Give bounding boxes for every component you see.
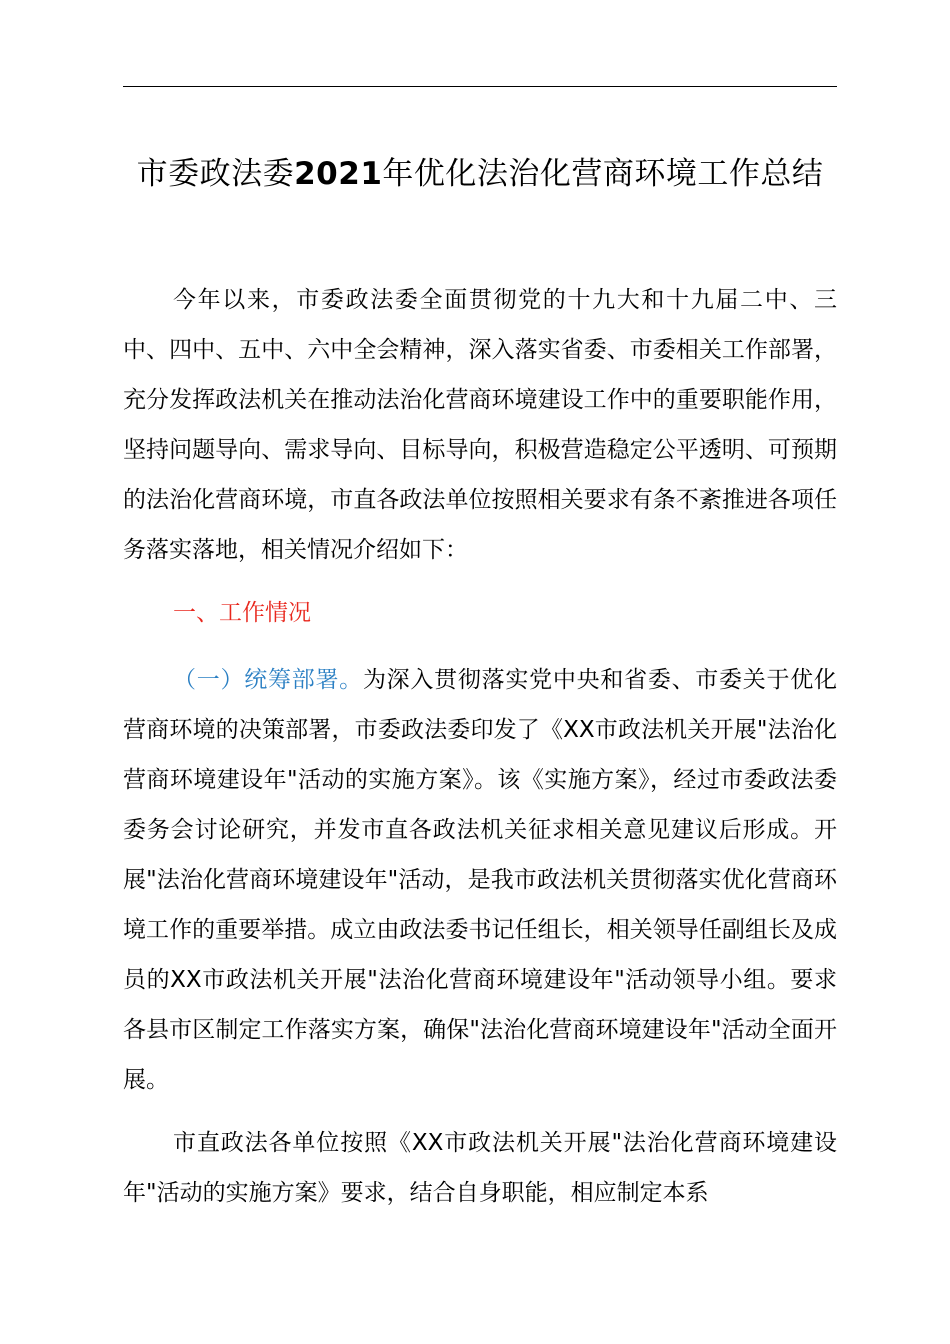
intro-paragraph: 今年以来，市委政法委全面贯彻党的十九大和十九届二中、三中、四中、五中、六中全会精神，深入落实省委、市委相关工作部署，充分发挥政法机关在推动法治化营商环境建设工作中的重要职能作用，坚持问题导向、需求导向、目标导向，积极营造稳定公平透明、可预期的法治化营商环境，市直各政法单位按照相关要求有条不紊推进各项任务落实落地，相关情况介绍如下： — [123, 287, 837, 563]
subsection-body-coordination: 为深入贯彻落实党中央和省委、市委关于优化营商环境的决策部署，市委政法委印发了《XX市政法机关开展"法治化营商环境建设年"活动的实施方案》。该《实施方案》，经过市委政法委委务会讨论研究，并发市直各政法机关征求相关意见建议后形成。开展"法治化营商环境建设年"活动，是我市政法机关贯彻落实优化营商环境工作的重要举措。成立由政法委书记任组长，相关领导任副组长及成员的XX市政法机关开展"法治化营商环境建设年"活动领导小组。要求各县市区制定工作落实方案，确保"法治化营商环境建设年"活动全面开展。 — [123, 667, 838, 1093]
subsection-paragraph-coordination — [123, 655, 837, 1105]
title-year: 2021 — [294, 156, 383, 192]
title-prefix: 市委政法委 — [136, 156, 295, 192]
header-rule — [123, 86, 837, 87]
section-heading-work-status: 一、工作情况 — [173, 600, 311, 626]
subsection-heading-coordination: （一）统筹部署。 — [173, 667, 363, 693]
document-title — [110, 148, 850, 200]
body-paragraph: 市直政法各单位按照《XX市政法机关开展"法治化营商环境建设年"活动的实施方案》要求，结合自身职能，相应制定本系 — [123, 1130, 837, 1206]
title-suffix: 年优化法治化营商环境工作总结 — [382, 156, 824, 192]
